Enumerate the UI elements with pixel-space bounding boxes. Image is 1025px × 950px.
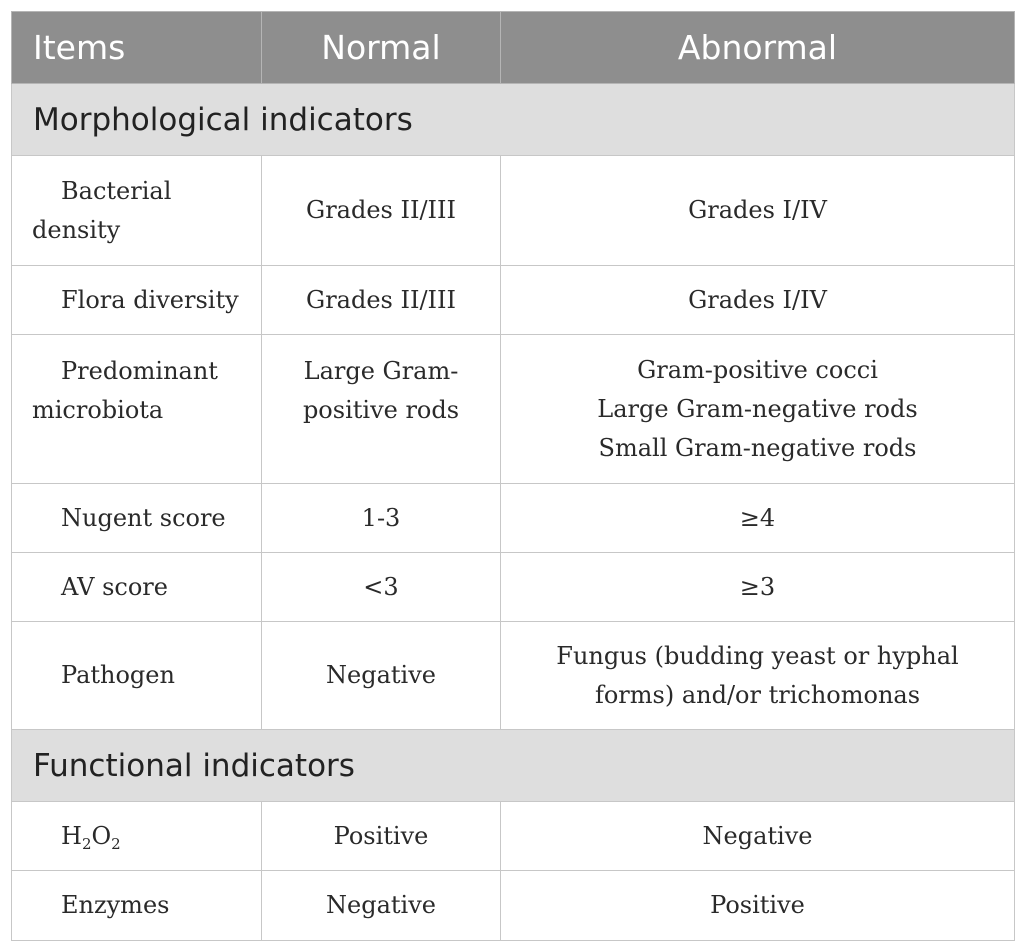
row-normal: Negative: [262, 622, 501, 730]
table-row: [12, 156, 1015, 266]
row-item: Flora diversity: [12, 266, 262, 335]
row-abnormal: Grades I/IV: [501, 156, 1015, 266]
row-item: Nugent score: [12, 484, 262, 553]
row-normal: <3: [262, 553, 501, 622]
table-row: [12, 266, 1015, 335]
row-normal: Positive: [262, 802, 501, 871]
section-title: Functional indicators: [12, 730, 1015, 802]
header-abnormal: Abnormal: [501, 12, 1015, 84]
table-row: [12, 802, 1015, 871]
header-normal: Normal: [262, 12, 501, 84]
indicators-table: [11, 11, 1015, 941]
row-abnormal: Fungus (budding yeast or hyphal forms) and/or trichomonas: [501, 622, 1015, 730]
table-row: [12, 335, 1015, 484]
row-normal: Grades II/III: [262, 266, 501, 335]
section-row: [12, 84, 1015, 156]
table-row: [12, 484, 1015, 553]
row-normal: Grades II/III: [262, 156, 501, 266]
row-abnormal: ≥4: [501, 484, 1015, 553]
row-item: Enzymes: [12, 871, 262, 941]
row-item: $H_2O_2$: [12, 802, 262, 871]
section-row: [12, 730, 1015, 802]
row-item: Pathogen: [12, 622, 262, 730]
row-item: Bacterial density: [12, 156, 262, 266]
header-items: Items: [12, 12, 262, 84]
row-abnormal: Gram-positive cocci Large Gram-negative rods Small Gram-negative rods: [501, 335, 1015, 484]
row-item: AV score: [12, 553, 262, 622]
row-normal: Negative: [262, 871, 501, 941]
table-row: [12, 622, 1015, 730]
table-row: [12, 871, 1015, 941]
row-abnormal: Negative: [501, 802, 1015, 871]
row-normal: 1-3: [262, 484, 501, 553]
row-normal: Large Gram- positive rods: [262, 335, 501, 484]
row-abnormal: ≥3: [501, 553, 1015, 622]
row-abnormal: Grades I/IV: [501, 266, 1015, 335]
section-title: Morphological indicators: [12, 84, 1015, 156]
header-row: [12, 12, 1015, 84]
row-abnormal: Positive: [501, 871, 1015, 941]
row-item: Predominant microbiota: [12, 335, 262, 484]
table-row: [12, 553, 1015, 622]
